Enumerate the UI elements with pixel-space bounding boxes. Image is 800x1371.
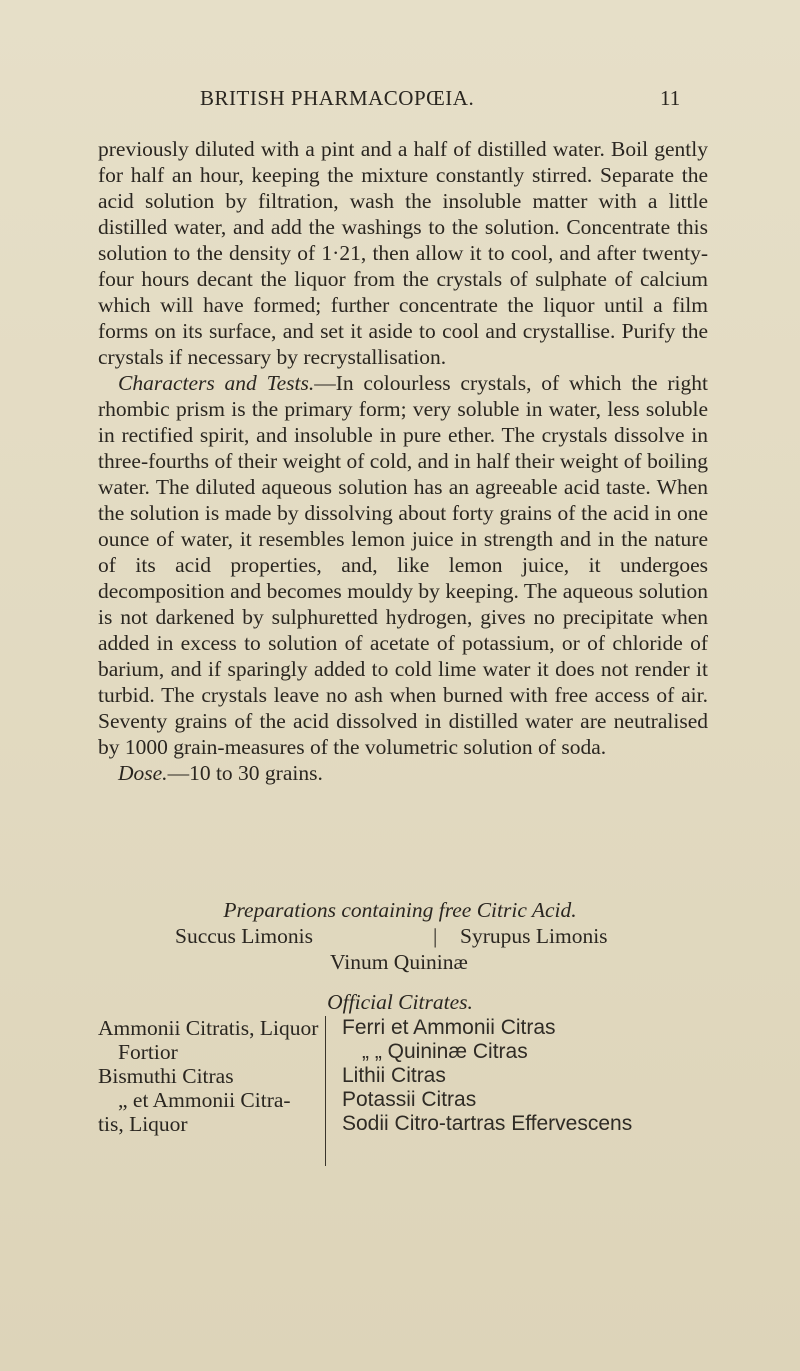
dose-heading: Dose. [118,761,168,785]
characters-tests-heading: Characters and Tests. [118,371,315,395]
preparation-item: Syrupus Limonis [460,924,608,948]
paragraph-characters-tests [98,370,708,760]
citrate-entry: Ammonii Citratis, Liquor [98,1016,319,1040]
citrate-entry: Lithii Citras [342,1064,446,1087]
dose-text: —10 to 30 grains. [167,761,323,785]
page-header [0,86,800,116]
characters-tests-text: —In colourless crystals, of which the right rhombic prism is the primary form; very soluble in water, less soluble in rectified spirit, and insoluble in pure ether. The crystals dissolve in three-fourths of their weight of cold, and in half their weight of boiling water. The diluted aqueous solution has an agreeable acid taste. When the solution is made by dissolving about forty grains of the acid in one ounce of water, it resembles lemon juice in strength and in the nature of its acid properties, and, like lemon juice, it undergoes decomposition and becomes mouldy by keeping. The aqueous solution is not darkened by sulphuretted hydrogen, gives no precipitate when added in excess to solution of acetate of potassium, or of chloride of barium, and if sparingly added to cold lime water it does not render it turbid. The crystals leave no ash when burned with free access of air. Seventy grains of the acid dissolved in distilled water are neutralised by 1000 grain-measures of the volumetric solution of soda. [98,371,708,759]
citrate-entry: Fortior [118,1040,178,1064]
official-citrates-heading: Official Citrates. [327,990,473,1014]
citrates-right-column [342,1016,712,1136]
body-text [98,136,708,786]
citrate-entry: Ferri et Ammonii Citras [342,1016,556,1039]
running-title: BRITISH PHARMACOPŒIA. [200,86,475,110]
citrate-entry: „ „ Quininæ Citras [362,1040,528,1063]
preparation-item: Vinum Quininæ [330,950,468,974]
paragraph-preparation: previously diluted with a pint and a half of distilled water. Boil gently for half an hour, keeping the mixture constantly stirred. Separate the acid solution by filtration, wash the insoluble matter with a little distilled water, and add the washings to the solution. Concentrate this solution to the density of 1·21, then allow it to cool, and after twenty-four hours decant the liquor from the crystals of sulphate of calcium which will have formed; further concentrate the liquor until a film forms on its surface, and set it aside to cool and crystallise. Purify the crystals if necessary by recrystallisation. [98,137,708,369]
preparations-list [0,924,800,976]
preparation-separator: | [433,924,438,948]
citrate-entry: Bismuthi Citras [98,1064,234,1088]
citrate-entry: Potassii Citras [342,1088,477,1111]
paragraph-dose [98,760,708,786]
citrate-entry: Sodii Citro-tartras Effervescens [342,1112,633,1135]
preparations-heading: Preparations containing free Citric Acid. [223,898,577,922]
preparation-item: Succus Limonis [175,924,313,948]
page-number: 11 [660,86,681,110]
citrates-left-column [98,1016,320,1136]
citrate-entry: „ et Ammonii Citra- [118,1088,291,1112]
column-divider [325,1016,326,1166]
citrate-entry: tis, Liquor [98,1112,188,1136]
